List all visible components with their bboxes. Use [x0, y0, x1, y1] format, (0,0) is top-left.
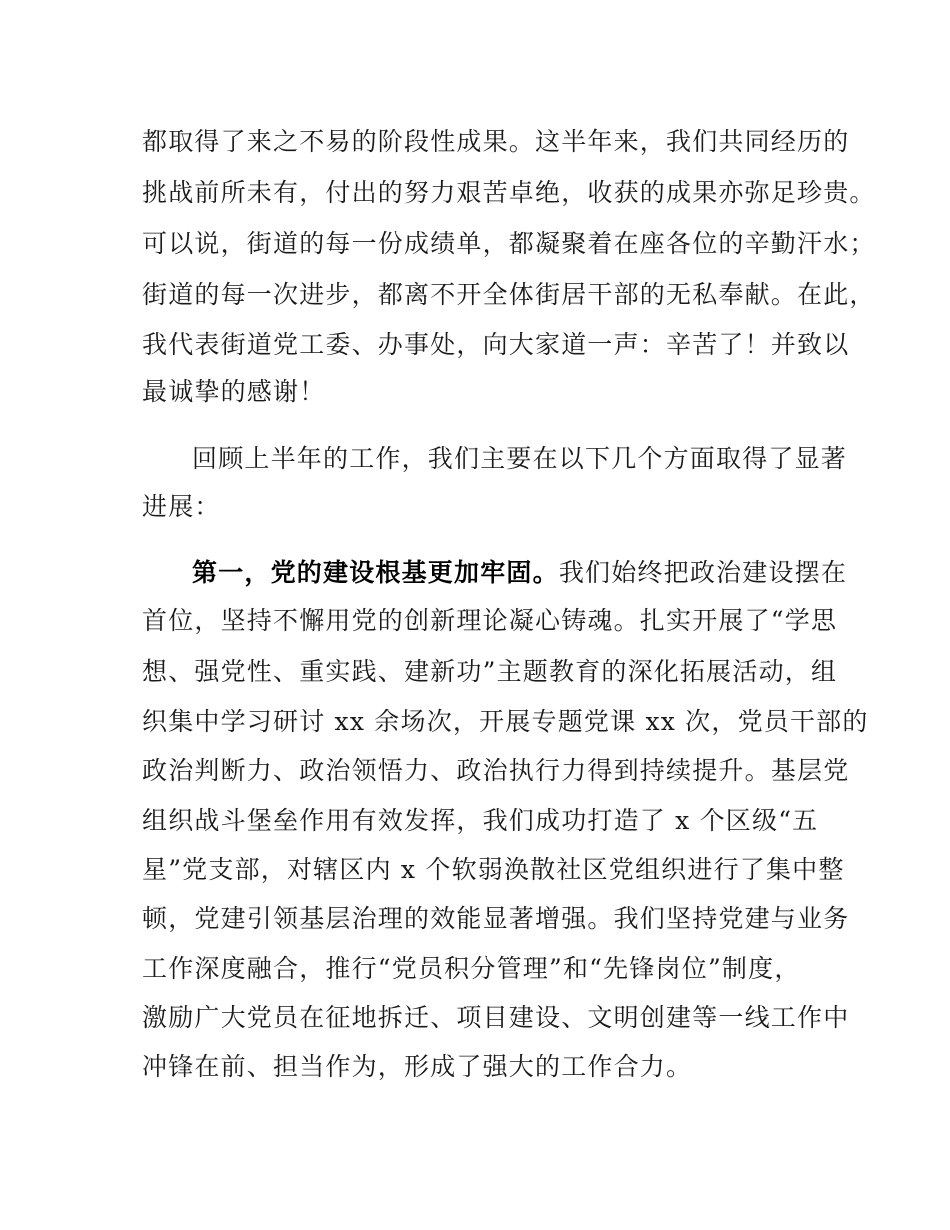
- section-heading: 第一，党的建设根基更加牢固。: [192, 558, 559, 587]
- paragraph-line: 组织战斗堡垒作用有效发挥，我们成功打造了 x 个区级“五: [142, 806, 819, 835]
- paragraph-line: 政治判断力、政治领悟力、政治执行力得到持续提升。基层党: [142, 756, 850, 785]
- heading-line-text: 我们始终把政治建设摆在: [558, 558, 848, 587]
- paragraph-line: 工作深度融合，推行“党员积分管理”和“先锋岗位”制度，: [142, 954, 801, 983]
- paragraph-line: 冲锋在前、担当作为，形成了强大的工作合力。: [142, 1052, 693, 1081]
- paragraph-line: 最诚挚的感谢！: [142, 377, 326, 406]
- paragraph-line: 进展：: [142, 492, 221, 521]
- paragraph-line: 激励广大党员在征地拆迁、项目建设、文明创建等一线工作中: [142, 1003, 850, 1032]
- paragraph-line: 首位，坚持不懈用党的创新理论凝心铸魂。扎实开展了“学思: [142, 606, 838, 635]
- section-heading-line: [192, 558, 847, 588]
- paragraph-line: 都取得了来之不易的阶段性成果。这半年来，我们共同经历的: [142, 127, 850, 156]
- paragraph-line: 挑战前所未有，付出的努力艰苦卓绝，收获的成果亦弥足珍贵。: [142, 178, 876, 207]
- paragraph-line: 想、强党性、重实践、建新功”主题教育的深化拓展活动，组: [142, 657, 838, 686]
- paragraph-line: 街道的每一次进步，都离不开全体街居干部的无私奉献。在此，: [142, 280, 876, 309]
- paragraph-line: 可以说，街道的每一份成绩单，都凝聚着在座各位的辛勤汗水；: [142, 229, 876, 258]
- paragraph-line: 我代表街道党工委、办事处，向大家道一声：辛苦了！并致以: [142, 330, 850, 359]
- paragraph-line: 星”党支部，对辖区内 x 个软弱涣散社区党组织进行了集中整: [142, 855, 845, 884]
- paragraph-line: 织集中学习研讨 xx 余场次，开展专题党课 xx 次，党员干部的: [142, 707, 869, 736]
- paragraph-line: 回顾上半年的工作，我们主要在以下几个方面取得了显著: [192, 444, 848, 473]
- paragraph-line: 顿，党建引领基层治理的效能显著增强。我们坚持党建与业务: [142, 904, 850, 933]
